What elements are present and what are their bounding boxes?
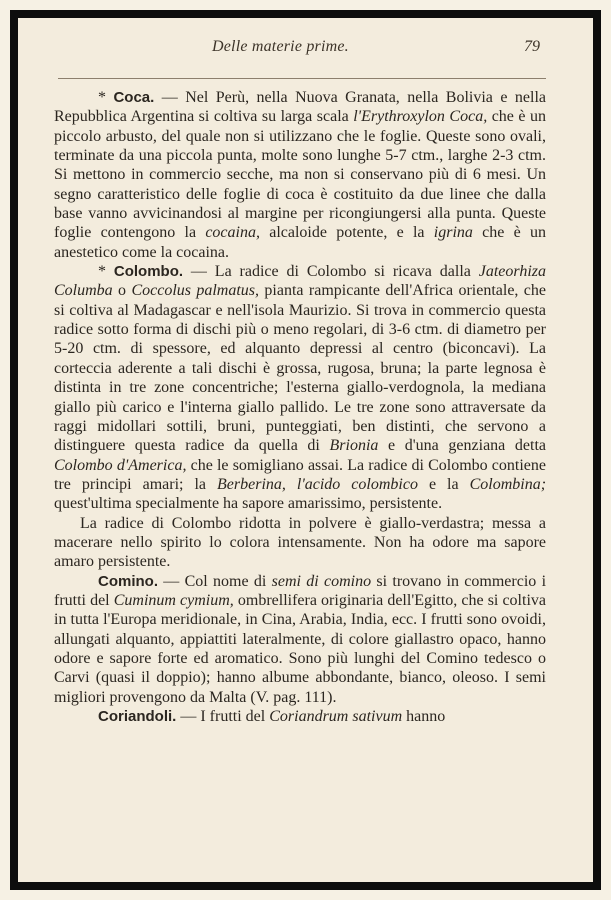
text-run: l'acido colombico bbox=[296, 475, 418, 493]
text-run: Jateorhiza Columba bbox=[54, 263, 547, 300]
text-run: cocaina, bbox=[205, 224, 260, 242]
text-run: e la bbox=[417, 475, 470, 493]
text-run: Berberina, bbox=[217, 475, 286, 493]
running-header bbox=[198, 38, 548, 64]
text-run: l'Erythroxylon Coca, bbox=[353, 108, 488, 126]
text-run: Coriandrum sativum bbox=[269, 708, 403, 725]
text-run: Colombo d'America, bbox=[54, 456, 187, 474]
text-run: Colombina; bbox=[469, 475, 547, 493]
entry-heading: Colombo. bbox=[113, 263, 184, 281]
text-run bbox=[286, 476, 297, 493]
text-run: — I frutti del bbox=[176, 708, 270, 725]
text-run: quest'ultima specialmente ha sapore amarissimo, persistente. bbox=[54, 495, 443, 513]
body-text bbox=[54, 88, 546, 726]
text-run: pianta rampicante dell'Africa orientale, che si coltiva al Madagascar e nell'isola Maurizio. Si trova in commercio questa radice sotto forma di dischi più o meno regolari, di 3-6 ctm. di diametro per 5-20 ctm. di spessore, ed alquanto depressi al centro (biconcavi). La corteccia aderente a tali dischi è grossa, rugosa, bruna; la parte legnosa è distinta in tre zone concentriche; l'esterna giallo-verdognola, la mediana giallo più carico e l'interna giallo pallido. Le tre zone sono attraversate da raggi midollari sottili, bruni, punteggiati, ben distinti, che servono a distinguere questa radice da quella di bbox=[54, 282, 547, 455]
text-run: che è un anestetico come la cocaina. bbox=[54, 224, 547, 261]
text-run: e d'una genziana detta bbox=[378, 437, 547, 455]
text-run: hanno bbox=[402, 708, 446, 725]
text-run: — La radice di Colombo si ricava dalla bbox=[183, 263, 479, 281]
text-run: alcaloide potente, e la bbox=[259, 224, 434, 242]
text-run: ombrellifera originaria dell'Egitto, che si coltiva in tutta l'Europa meridionale, in Cina, Arabia, India, ecc. I frutti sono ovoidi, allungati alquanto, appiattiti lateralmente, di colore giallastro opaco, hanno odore e sapore forte ed aromatico. Sono più lunghi del Comino tedesco o Carvi (quasi il doppio); hanno albume abbondante, bianco, oleoso. I semi migliori provengono da Malta (V. pag. 111). bbox=[54, 591, 546, 706]
entry-star: * bbox=[98, 89, 106, 106]
text-run: igrina bbox=[433, 224, 473, 242]
entry-coriandoli bbox=[54, 707, 546, 726]
text-run: si trovano in commercio i frutti del bbox=[54, 572, 547, 609]
entry-star: * bbox=[98, 263, 106, 281]
entry-heading: Coca. bbox=[113, 89, 155, 106]
text-run: o bbox=[112, 282, 132, 300]
text-run: La radice di Colombo ridotta in polvere è giallo-verdastra; messa a macerare nello spirito lo colora intensamente. Non ha odore ma sapore amaro persistente. bbox=[54, 514, 546, 571]
book-page bbox=[10, 10, 601, 890]
text-run: Brionia bbox=[329, 437, 379, 455]
text-run: — Nel Perù, nella Nuova Granata, nella Bolivia e nella Repubblica Argentina si coltiva su larga scala bbox=[54, 89, 546, 126]
entry-heading: Comino. bbox=[98, 572, 158, 590]
text-run: — Col nome di bbox=[158, 572, 272, 590]
entry-colombo bbox=[54, 262, 546, 513]
running-title: Delle materie prime. bbox=[212, 38, 349, 55]
page-number: 79 bbox=[524, 38, 540, 55]
entry-colombo-powder bbox=[54, 514, 546, 572]
entry-coca bbox=[54, 88, 546, 262]
text-run: Cuminum cymium, bbox=[113, 591, 234, 609]
entry-heading: Coriandoli. bbox=[98, 708, 177, 725]
header-rule bbox=[58, 78, 546, 79]
entry-comino bbox=[54, 572, 546, 707]
text-run: semi di comino bbox=[271, 572, 372, 590]
text-run: Coccolus palmatus, bbox=[131, 282, 260, 300]
text-run: che le somigliano assai. La radice di Colombo contiene tre principi amari; la bbox=[54, 456, 547, 493]
text-run: che è un piccolo arbusto, del quale non si utilizzano che le foglie. Queste sono ovali, terminate da una piccola punta, molte sono lunghe 5-7 ctm., larghe 2-3 ctm. Si mettono in commercio secche, ma non si conservano più di 6 mesi. Un segno caratteristico delle foglie di coca è costituito da due linee che dalla base vanno avvicinandosi al margine per ricongiungersi alla punta. Queste foglie contengono la bbox=[54, 108, 546, 242]
